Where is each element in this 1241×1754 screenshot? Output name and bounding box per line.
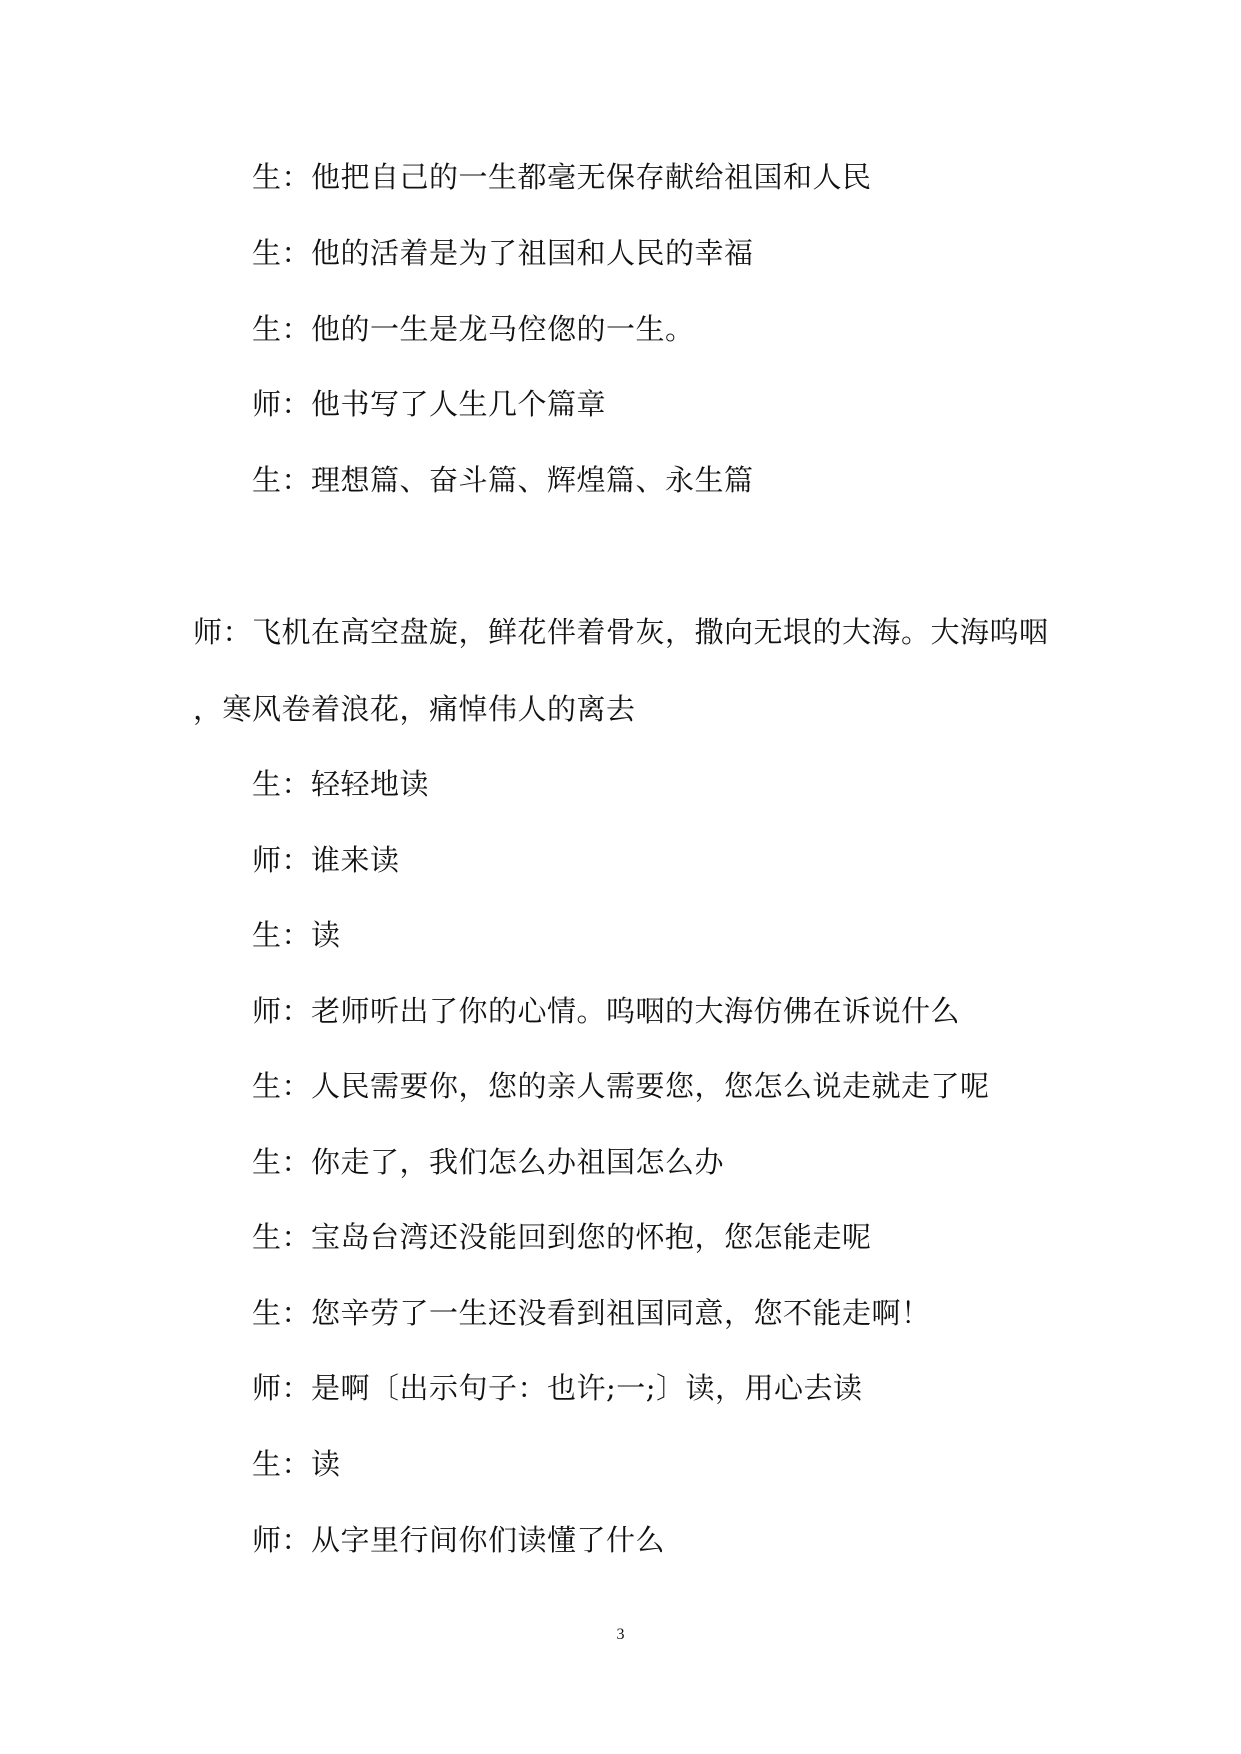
dialogue-line: 生：他把自己的一生都毫无保存献给祖国和人民 (252, 160, 872, 194)
paragraph-line: ，寒风卷着浪花，痛悼伟人的离去 (193, 692, 636, 726)
dialogue-line: 生：您辛劳了一生还没看到祖国同意，您不能走啊！ (252, 1296, 931, 1330)
dialogue-line: 师：老师听出了你的心情。呜咽的大海仿佛在诉说什么 (252, 994, 961, 1028)
dialogue-line: 生：轻轻地读 (252, 767, 430, 801)
dialogue-line: 师：从字里行间你们读懂了什么 (252, 1523, 666, 1557)
page-number: 3 (616, 1626, 625, 1643)
dialogue-line: 生：理想篇、奋斗篇、辉煌篇、永生篇 (252, 463, 754, 497)
paragraph-line: 师：飞机在高空盘旋，鲜花伴着骨灰，撒向无垠的大海。大海呜咽 (193, 615, 1049, 649)
dialogue-line: 生：宝岛台湾还没能回到您的怀抱，您怎能走呢 (252, 1220, 872, 1254)
dialogue-line: 生：他的活着是为了祖国和人民的幸福 (252, 236, 754, 270)
dialogue-line: 师：是啊〔出示句子：也许;一;〕读，用心去读 (252, 1371, 863, 1405)
dialogue-line: 师：他书写了人生几个篇章 (252, 387, 607, 421)
dialogue-line: 生：读 (252, 918, 341, 952)
dialogue-line: 生：读 (252, 1447, 341, 1481)
dialogue-line: 生：他的一生是龙马倥偬的一生。 (252, 312, 695, 346)
dialogue-line: 生：人民需要你，您的亲人需要您，您怎么说走就走了呢 (252, 1069, 990, 1103)
dialogue-line: 师：谁来读 (252, 843, 400, 877)
dialogue-line: 生：你走了，我们怎么办祖国怎么办 (252, 1145, 725, 1179)
